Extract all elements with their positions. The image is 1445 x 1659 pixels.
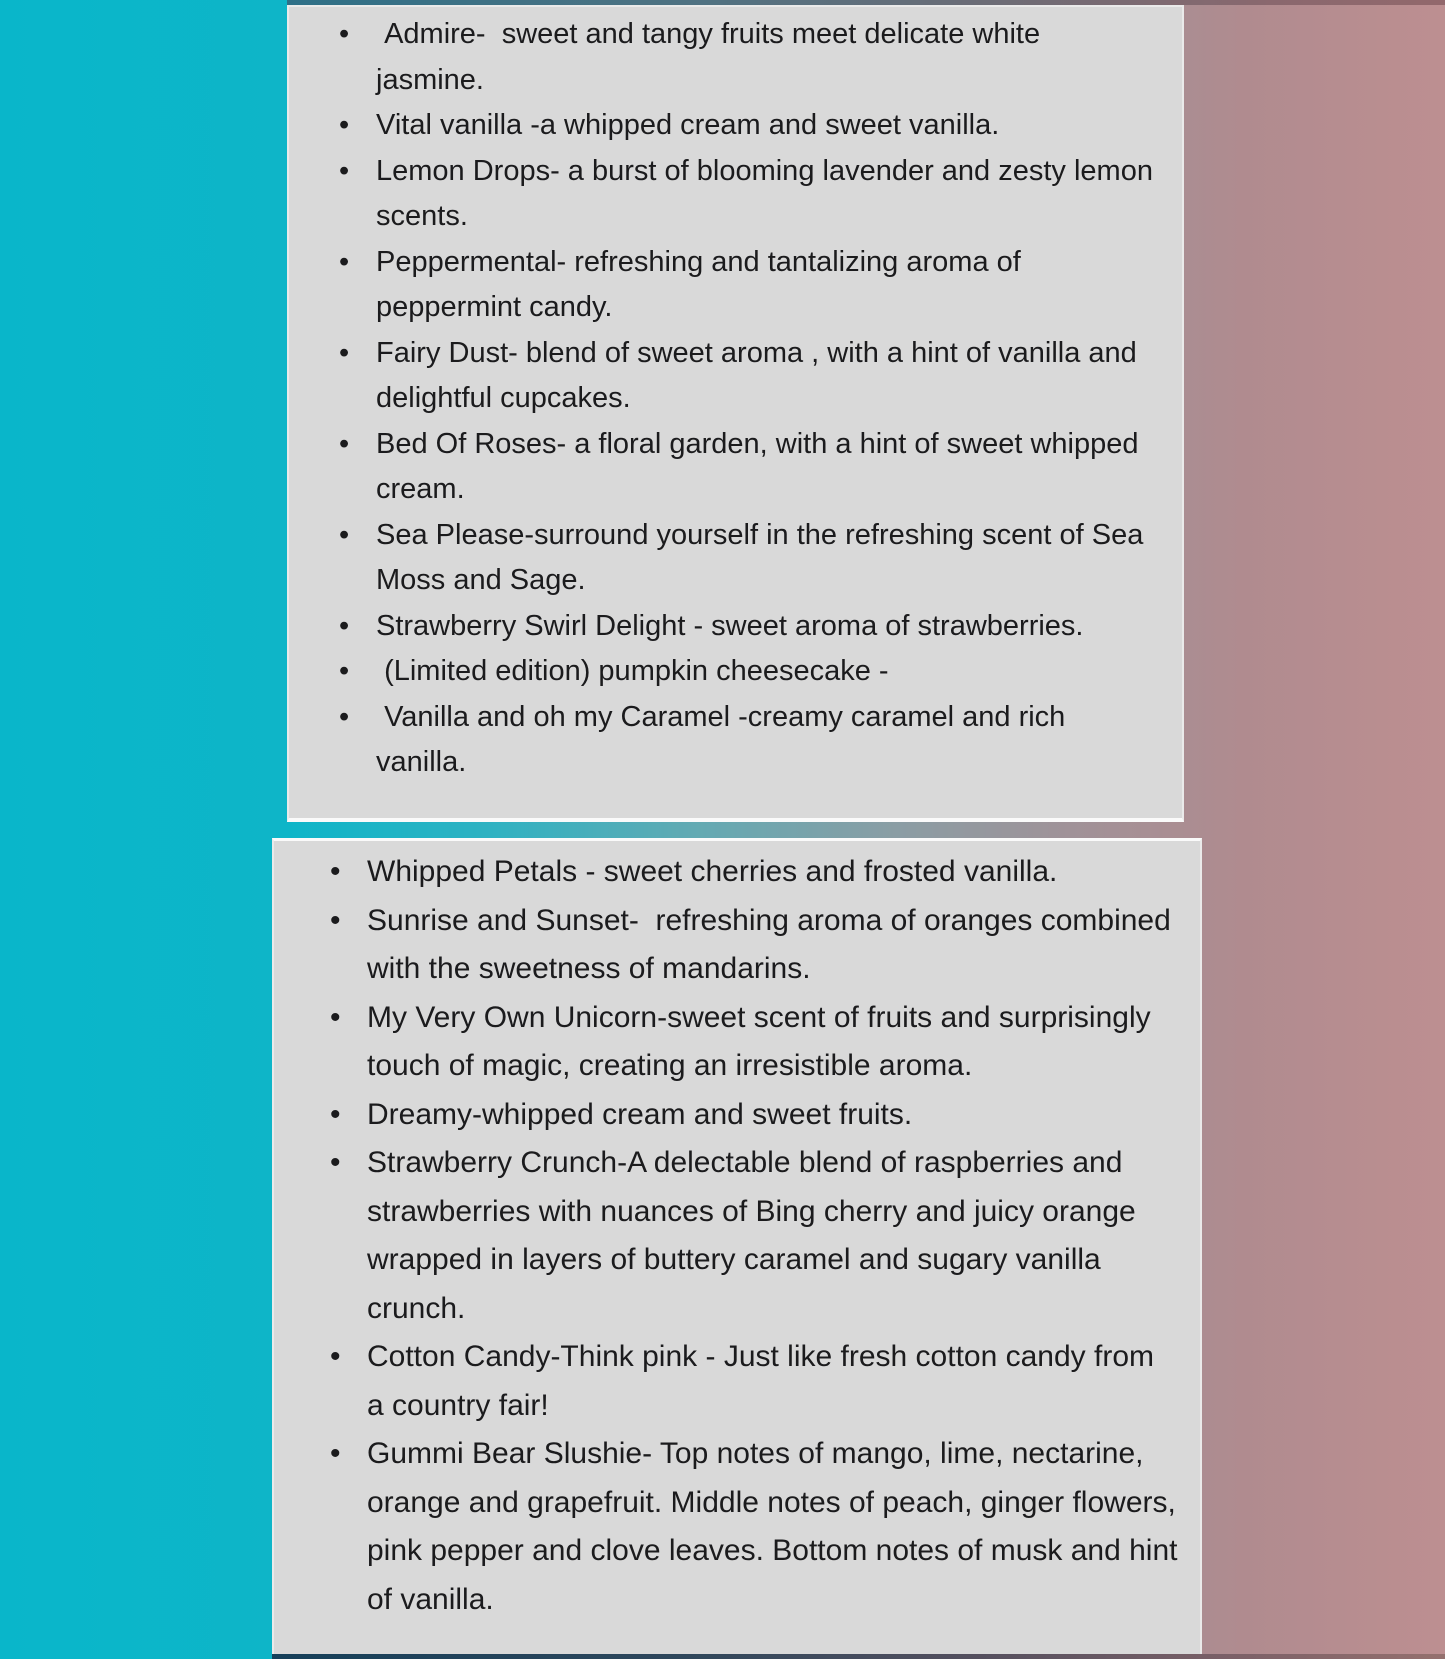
bullet-icon: • xyxy=(339,518,350,551)
bullet-icon: • xyxy=(339,655,350,687)
list-item-text: Sea Please-surround yourself in the refreshing scent of Sea Moss and Sage. xyxy=(376,518,1152,596)
list-item xyxy=(339,149,1162,240)
bullet-icon: • xyxy=(339,18,350,50)
list-item xyxy=(339,103,1156,149)
bullet-icon: • xyxy=(330,1000,341,1034)
list-item xyxy=(330,1139,1178,1333)
list-item-text: Fairy Dust- blend of sweet aroma , with a hint of vanilla and delightful cupcakes. xyxy=(376,336,1145,414)
list-item xyxy=(339,649,1156,695)
list-item xyxy=(330,897,1178,994)
list-item xyxy=(330,1333,1178,1430)
list-item-text: Cotton Candy-Think pink - Just like fresh cotton candy from a country fair! xyxy=(367,1340,1163,1422)
list-item xyxy=(330,994,1178,1091)
list-item-text: Strawberry Crunch-A delectable blend of raspberries and strawberries with nuances of Bing cherry and juicy orange wrapped in layers of buttery caramel and sugary vanilla crunch. xyxy=(367,1146,1145,1325)
list-item xyxy=(339,422,1156,513)
bullet-icon: • xyxy=(339,336,350,369)
scent-list-panel-top xyxy=(287,5,1184,822)
list-item xyxy=(339,695,1156,786)
bottom-edge-strip xyxy=(272,1654,1445,1659)
scent-list-panel-bottom xyxy=(272,838,1202,1659)
list-item-text: Gummi Bear Slushie- Top notes of mango, lime, nectarine, orange and grapefruit. Middle notes of peach, ginger flowers, pink pepper and clove leaves. Bottom notes of musk and hint of vanilla. xyxy=(367,1437,1186,1616)
scent-list-top xyxy=(339,12,1162,786)
list-item xyxy=(330,848,1178,897)
list-item xyxy=(339,240,1156,331)
list-item-text: My Very Own Unicorn-sweet scent of fruits and surprisingly touch of magic, creating an irresistible aroma. xyxy=(367,1000,1159,1082)
bullet-icon: • xyxy=(339,245,350,278)
list-item xyxy=(339,12,1156,103)
bullet-icon: • xyxy=(330,1097,341,1131)
bullet-icon: • xyxy=(330,855,341,888)
bullet-icon: • xyxy=(330,1146,341,1179)
list-item-text: Vital vanilla -a whipped cream and sweet vanilla. xyxy=(376,109,1000,141)
bullet-icon: • xyxy=(339,427,350,460)
list-item-text: Sunrise and Sunset- refreshing aroma of oranges combined with the sweetness of mandarins. xyxy=(367,903,1180,985)
list-item-text: Vanilla and oh my Caramel -creamy caramel and rich vanilla. xyxy=(376,700,1074,778)
scent-list-bottom xyxy=(330,848,1186,1624)
bullet-icon: • xyxy=(339,700,350,733)
bullet-icon: • xyxy=(339,109,350,141)
list-item-text: Bed Of Roses- a floral garden, with a hint of sweet whipped cream. xyxy=(376,427,1147,505)
list-item xyxy=(339,513,1156,604)
list-item-text: Admire- sweet and tangy fruits meet delicate white jasmine. xyxy=(376,18,1049,96)
list-item xyxy=(330,1091,1178,1140)
list-item-text: Lemon Drops- a burst of blooming lavender and zesty lemon scents. xyxy=(376,154,1162,232)
bullet-icon: • xyxy=(330,903,341,937)
list-item-text: Strawberry Swirl Delight - sweet aroma of strawberries. xyxy=(376,609,1084,642)
list-item xyxy=(330,1430,1186,1624)
bullet-icon: • xyxy=(339,154,350,187)
list-item xyxy=(339,331,1156,422)
bullet-icon: • xyxy=(330,1340,341,1373)
list-item-text: Peppermental- refreshing and tantalizing aroma of peppermint candy. xyxy=(376,245,1029,323)
list-item xyxy=(339,604,1156,650)
list-item-text: Whipped Petals - sweet cherries and frosted vanilla. xyxy=(367,855,1058,888)
list-item-text: (Limited edition) pumpkin cheesecake - xyxy=(376,655,889,687)
bullet-icon: • xyxy=(339,609,350,642)
list-item-text: Dreamy-whipped cream and sweet fruits. xyxy=(367,1097,913,1131)
bullet-icon: • xyxy=(330,1437,341,1470)
